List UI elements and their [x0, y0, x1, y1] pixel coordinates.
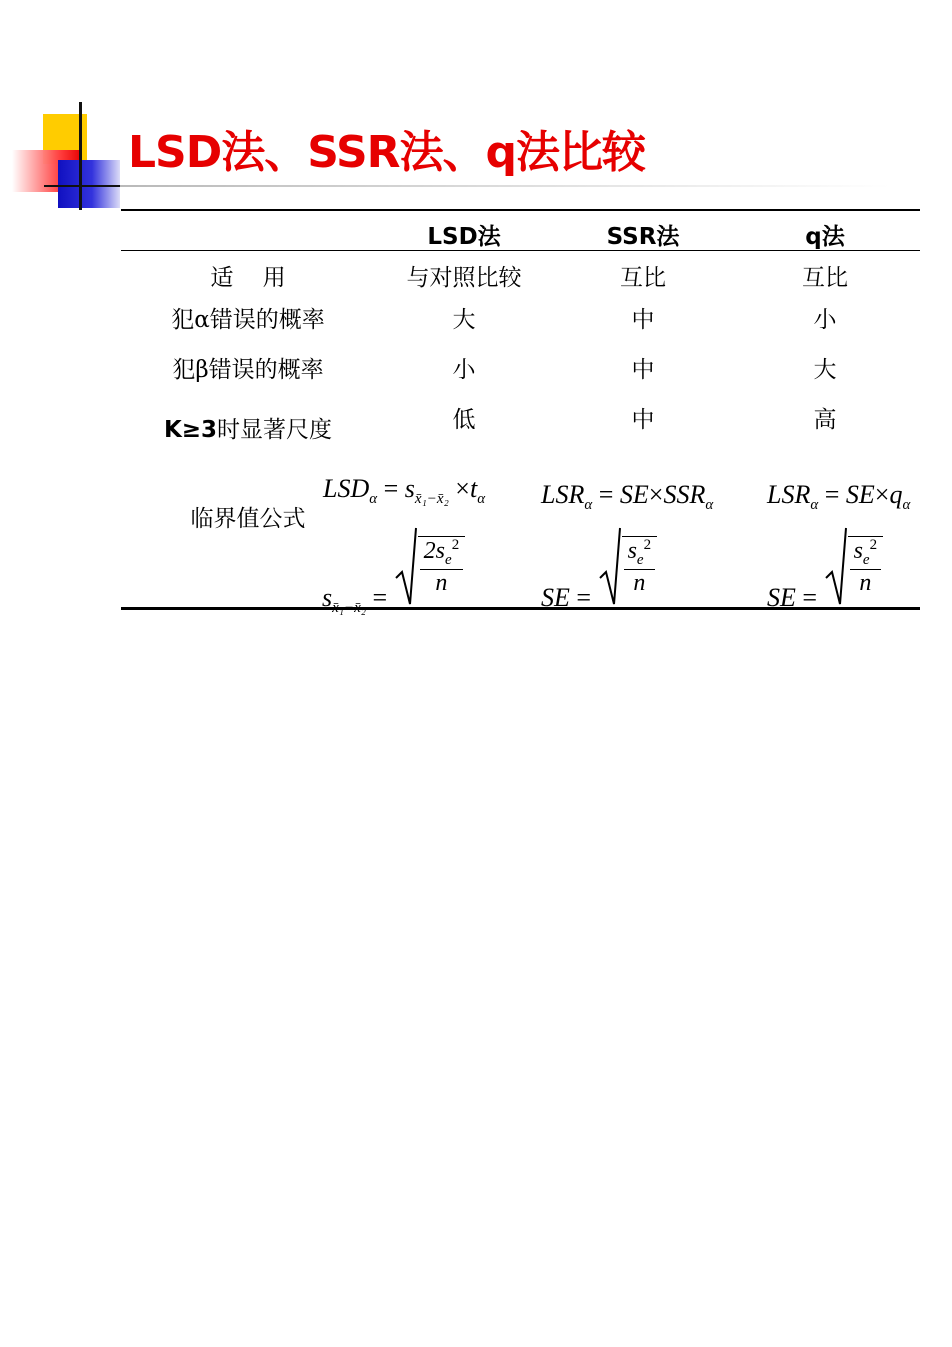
sqrt-sign: $\frac{s_e^2}{n}$ [598, 526, 658, 606]
row-label-applicability: 适 用 [210, 265, 286, 291]
radical-icon [394, 526, 418, 606]
header-ssr: SSR法 [606, 224, 680, 250]
cell-ssr-significance: 中 [631, 407, 655, 433]
header-q: q法 [805, 224, 845, 250]
cell-lsd-significance: 低 [452, 407, 476, 433]
cell-ssr-alpha-error: 中 [631, 307, 655, 333]
cell-q-applicability: 互比 [802, 265, 848, 291]
sqrt-sign: $\frac{s_e^2}{n}$ [824, 526, 884, 606]
cell-q-significance: 高 [813, 407, 837, 433]
formula-lsd: $LSD_\alpha = s_{x̄_1-x̄_2} \times t_\alpha$ [323, 474, 486, 507]
formula-q-se: SE = $\frac{s_e^2}{n}$ [767, 526, 883, 613]
decor-blue-block [58, 160, 120, 208]
sqrt-sign: $\frac{2s_e^2}{n}$ [394, 526, 466, 606]
row-label-scale-text: 时显著尺度 [217, 417, 333, 443]
row-label-alpha-error: 犯α错误的概率 [171, 307, 325, 333]
row-label-k-condition: K≥3 [163, 417, 218, 443]
row-label-critical-formula: 临界值公式 [190, 506, 306, 532]
formula-ssr-se: SE = $\frac{s_e^2}{n}$ [541, 526, 657, 613]
row-label-beta-error: 犯β错误的概率 [172, 357, 324, 383]
cell-lsd-beta-error: 小 [452, 357, 476, 383]
table-header-rule [121, 250, 920, 251]
formula-ssr: $LSR_\alpha = SE\times SSR_\alpha$ [541, 480, 714, 513]
radical-icon [824, 526, 848, 606]
decor-horizontal-line [44, 185, 124, 187]
cell-lsd-applicability: 与对照比较 [406, 265, 522, 291]
radical-icon [598, 526, 622, 606]
table-top-rule [121, 209, 920, 211]
cell-lsd-alpha-error: 大 [452, 307, 476, 333]
row-label-significance-scale [164, 411, 332, 444]
cell-ssr-beta-error: 中 [631, 357, 655, 383]
formula-q: $LSR_\alpha = SE\times q_\alpha$ [767, 480, 911, 513]
title-underline [120, 185, 890, 187]
formula-lsd-se: $s_{x̄_1-x̄_2}$ = $\frac{2s_e^2}{n}$ [322, 526, 465, 617]
page-title: LSD法、SSR法、q法比较 [128, 127, 646, 178]
cell-ssr-applicability: 互比 [620, 265, 666, 291]
cell-q-alpha-error: 小 [813, 307, 837, 333]
cell-q-beta-error: 大 [813, 357, 837, 383]
header-lsd: LSD法 [427, 224, 501, 250]
decor-vertical-line [79, 102, 82, 210]
